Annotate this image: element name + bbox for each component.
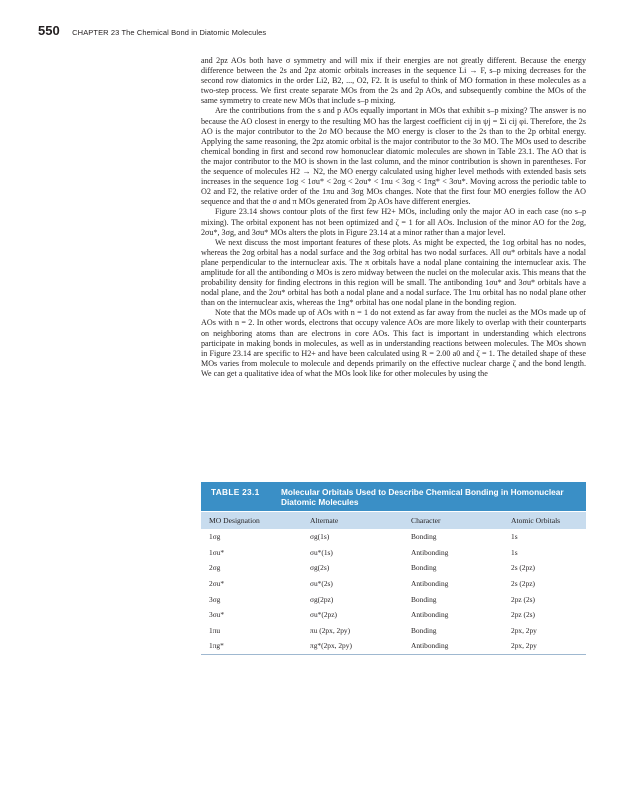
table-cell: σu*(2s) — [310, 579, 333, 589]
table-cell: Bonding — [411, 625, 437, 635]
table-title: Molecular Orbitals Used to Describe Chemical Bonding in Homonuclear Diatomic Molecules — [281, 487, 564, 507]
table-cell: Antibonding — [411, 547, 449, 557]
table-cell: 2σg — [209, 563, 221, 573]
column-header: Character — [411, 516, 441, 525]
table-cell: 2s (2pz) — [511, 579, 536, 589]
table-body — [201, 529, 586, 655]
table-row — [201, 545, 586, 561]
table-cell: πu (2px, 2py) — [310, 625, 351, 635]
mo-table — [201, 482, 586, 655]
chapter-title: CHAPTER 23 The Chemical Bond in Diatomic Molecules — [72, 28, 267, 37]
table-cell: σg(1s) — [310, 532, 330, 542]
table-cell: Antibonding — [411, 610, 449, 620]
table-cell: Bonding — [411, 563, 437, 573]
table-cell: 1σu* — [209, 547, 225, 557]
table-cell: 2σu* — [209, 579, 225, 589]
table-row — [201, 638, 586, 654]
paragraph: Are the contributions from the s and p AOs equally important in MOs that exhibit s–p mixing? The answer is no because the AO closest in energy to the resulting MO has the largest coefficient cij in ψj = Σi cij φi. Therefore, the 2s AO is the major contributor to the 2σ MO because the MO energy is closer to the 2s than to the 2p orbital energy. Applying the same reasoning, the 2pz atomic orbital is the major contributor to the 3σ MO. The MOs used to describe chemical bonding in first and second row homonuclear diatomic molecules are shown in Table 23.1. The AO that is the major contributor to the MO is shown in the last column, and the minor contribution is shown in parentheses. For the sequence of molecules H2 → N2, the MO energy calculated using higher level methods with extended basis sets increases in the sequence 1σg < 1σu* < 2σg < 2σu* < 1πu < 3σg < 1πg* < 3σu*. Moving across the periodic table to O2 and F2, the relative order of the 1πu and 3σg MOs changes. Note that the first four MO energies follow the AO sequence and that the σ and π MOs generated from 2p AOs have different energies. — [201, 106, 586, 207]
column-header: MO Designation — [209, 516, 260, 525]
table-cell: 2pz (2s) — [511, 610, 536, 620]
table-row — [201, 591, 586, 607]
table-cell: 1πu — [209, 625, 221, 635]
paragraph: We next discuss the most important features of these plots. As might be expected, the 1σg orbital has no nodes, whereas the 2σg orbital has a nodal surface and the 3σg orbital has two nodal surfaces. All σu* orbitals have a nodal plane perpendicular to the internuclear axis. The π orbitals have a nodal plane containing the internuclear axis. The amplitude for all the antibonding σ MOs is zero midway between the nuclei on the molecular axis. This means that the probability density for finding electrons in this region will be small. The antibonding 1σu* and 3σu* orbitals have a nodal plane, and the 2σu* orbital has both a nodal plane and a nodal surface. The 1πu orbital has no nodal plane other than on the internuclear axis, whereas the 1πg* orbital has one nodal plane in the bonding region. — [201, 237, 586, 308]
table-cell: 2s (2pz) — [511, 563, 536, 573]
paragraph: Figure 23.14 shows contour plots of the first few H2+ MOs, including only the major AO in each case (no s–p mixing). The orbital exponent has not been optimized and ζ = 1 for all AOs. Inclusion of the minor AO for the 2σg, 2σu*, 3σg, and 3σu* MOs alters the plots in Figure 23.14 at a minor rather than a major level. — [201, 207, 586, 237]
table-cell: σg(2pz) — [310, 594, 334, 604]
table-cell: σu*(1s) — [310, 547, 333, 557]
table-cell: 2px, 2py — [511, 625, 537, 635]
table-cell: σu*(2pz) — [310, 610, 337, 620]
table-header — [201, 482, 586, 511]
table-row — [201, 576, 586, 592]
table-cell: 3σg — [209, 594, 221, 604]
table-row — [201, 607, 586, 623]
table-label: TABLE 23.1 — [211, 487, 260, 497]
table-cell: 1πg* — [209, 641, 224, 651]
table-cell: 2px, 2py — [511, 641, 537, 651]
table-cell: 2pz (2s) — [511, 594, 536, 604]
table-cell: σg(2s) — [310, 563, 330, 573]
page-header — [38, 22, 266, 40]
table-cell: Antibonding — [411, 641, 449, 651]
page-number: 550 — [38, 23, 60, 38]
column-header: Atomic Orbitals — [511, 516, 561, 525]
table-row — [201, 623, 586, 639]
paragraph: and 2pz AOs both have σ symmetry and will mix if their energies are not greatly different. Because the energy difference between the 2s and 2pz atomic orbitals increases in the sequence Li → F, s–p mixing decreases for the second row diatomics in the order Li2, B2, ..., O2, F2. It is useful to think of MO formation in these molecules as a two-step process. We first create separate MOs from the 2s and 2p AOs, and subsequently combine the MOs of the same symmetry to create new MOs that include s–p mixing. — [201, 56, 586, 106]
column-header: Alternate — [310, 516, 339, 525]
table-cell: 1s — [511, 532, 518, 542]
body-text — [201, 56, 586, 379]
table-cell: Bonding — [411, 532, 437, 542]
table-cell: 1σg — [209, 532, 221, 542]
paragraph: Note that the MOs made up of AOs with n = 1 do not extend as far away from the nuclei as the MOs made up of AOs with n = 2. In other words, electrons that occupy valence AOs are more likely to overlap with their counterparts on neighboring atoms than are electrons in core AOs. This fact is important in understanding which electrons participate in making bonds in molecules, as well as in understanding reactions between molecules. The MOs shown in Figure 23.14 are specific to H2+ and have been calculated using R = 2.00 a0 and ζ = 1. The detailed shape of these MOs varies from molecule to molecule and depends primarily on the effective nuclear charge ζ and the bond length. We can get a qualitative idea of what the MOs look like for other molecules by using the — [201, 308, 586, 378]
table-cell: Antibonding — [411, 579, 449, 589]
table-row — [201, 560, 586, 576]
table-cell: Bonding — [411, 594, 437, 604]
table-column-headers — [201, 512, 586, 529]
table-cell: 1s — [511, 547, 518, 557]
table-cell: 3σu* — [209, 610, 225, 620]
table-cell: πg*(2px, 2py) — [310, 641, 352, 651]
table-row — [201, 529, 586, 545]
